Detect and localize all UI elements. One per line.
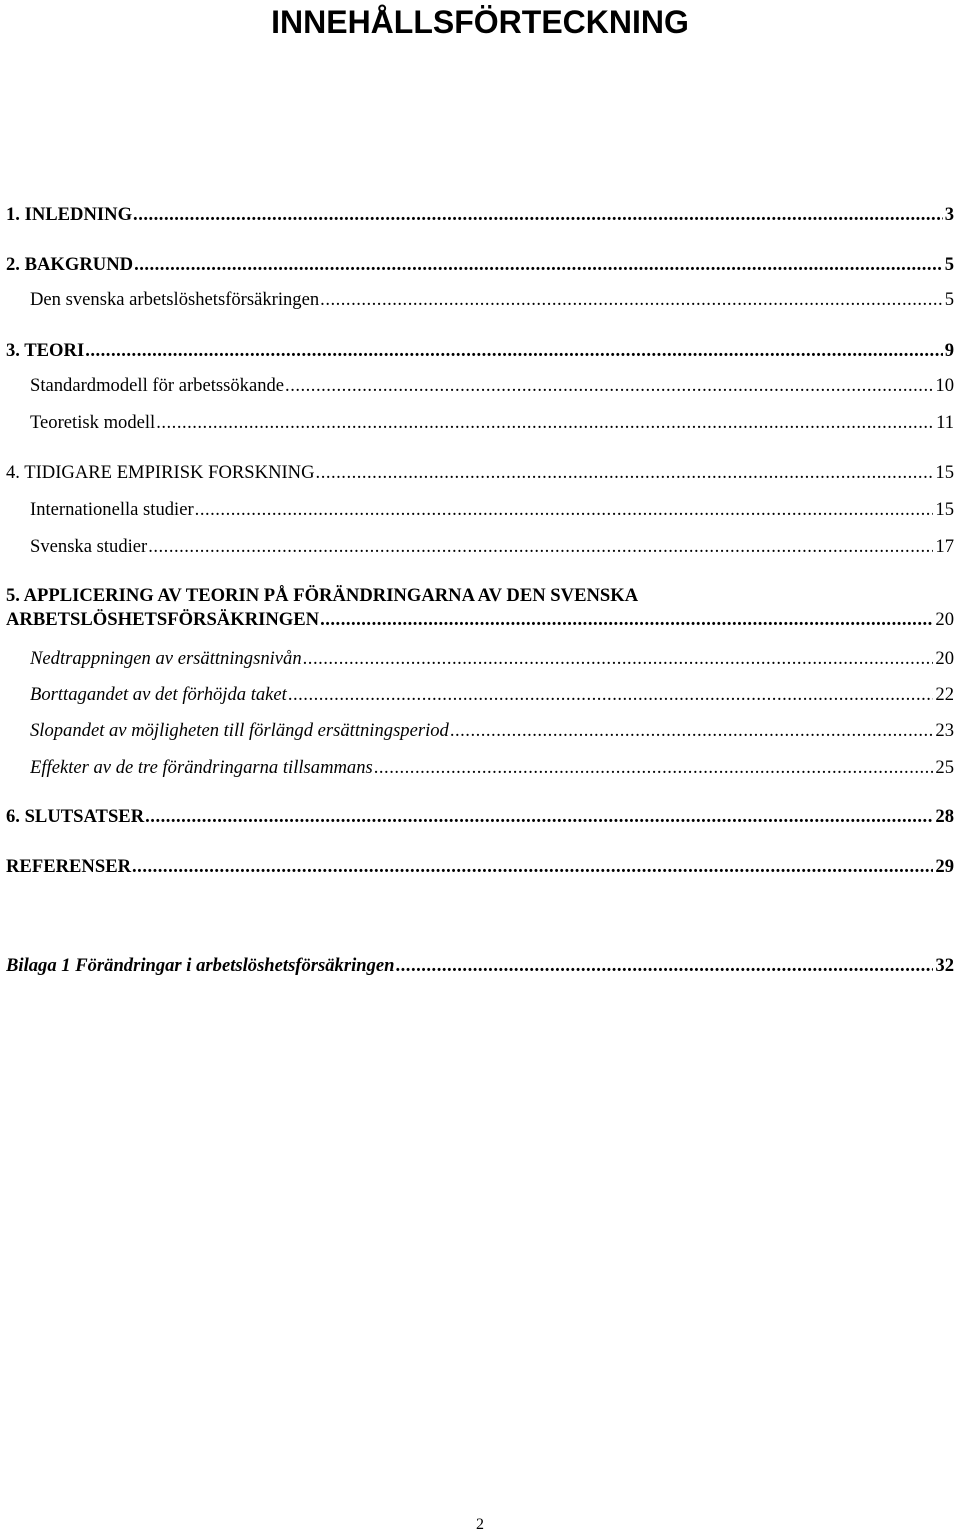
toc-leader xyxy=(320,608,933,632)
toc-page: 28 xyxy=(935,806,954,827)
toc-label: 2. BAKGRUND xyxy=(6,254,134,275)
toc-page: 20 xyxy=(935,609,954,630)
toc-entry-effekter[interactable] xyxy=(30,756,954,780)
toc-page: 9 xyxy=(944,340,954,361)
toc-label: 4. TIDIGARE EMPIRISK FORSKNING xyxy=(6,462,315,483)
page-title: INNEHÅLLSFÖRTECKNING xyxy=(271,4,689,40)
toc-page: 5 xyxy=(944,254,954,275)
toc-leader xyxy=(132,855,933,879)
toc-page: 17 xyxy=(935,536,954,557)
toc-label: Slopandet av möjligheten till förlängd ersättningsperiod xyxy=(30,720,449,741)
toc-leader xyxy=(450,719,934,743)
toc-label: 1. INLEDNING xyxy=(6,204,133,225)
toc-page: 22 xyxy=(935,684,954,705)
toc-leader xyxy=(303,647,934,671)
toc-entry-tidigare-empirisk[interactable] xyxy=(6,461,954,485)
toc-entry-borttagandet[interactable] xyxy=(30,683,954,707)
footer-page-number: 2 xyxy=(476,1516,484,1533)
toc-page: 3 xyxy=(944,204,954,225)
toc-leader xyxy=(195,498,934,522)
toc-entry-internationella[interactable] xyxy=(30,498,954,522)
toc-page: 25 xyxy=(935,757,954,778)
toc-label: Borttagandet av det förhöjda taket xyxy=(30,684,287,705)
toc-label: ARBETSLÖSHETSFÖRSÄKRINGEN xyxy=(6,609,320,630)
toc-label: 6. SLUTSATSER xyxy=(6,806,145,827)
toc-leader xyxy=(288,683,934,707)
toc-leader xyxy=(374,756,934,780)
toc-entry-bakgrund[interactable] xyxy=(6,253,954,277)
toc-entry-slutsatser[interactable] xyxy=(6,805,954,829)
toc-leader xyxy=(85,339,943,363)
toc-leader xyxy=(396,954,934,978)
toc-label: Bilaga 1 Förändringar i arbetslöshetsförsäkringen xyxy=(6,955,395,976)
toc-entry-applicering-line1[interactable]: 5. APPLICERING AV TEORIN PÅ FÖRÄNDRINGARNA AV DEN SVENSKA xyxy=(6,585,639,606)
toc-entry-standardmodell[interactable] xyxy=(30,374,954,398)
toc-label: Nedtrappningen av ersättningsnivån xyxy=(30,648,302,669)
toc-entry-applicering[interactable] xyxy=(6,608,954,632)
toc-entry-bilaga[interactable] xyxy=(6,954,954,978)
toc-leader xyxy=(148,535,933,559)
toc-label: Svenska studier xyxy=(30,536,148,557)
toc-page: 10 xyxy=(935,375,954,396)
toc-entry-den-svenska[interactable] xyxy=(30,288,954,312)
toc-entry-teori[interactable] xyxy=(6,339,954,363)
toc-page: 32 xyxy=(935,955,954,976)
toc-label: Teoretisk modell xyxy=(30,412,156,433)
toc-page: 15 xyxy=(935,499,954,520)
toc-label: Standardmodell för arbetssökande xyxy=(30,375,285,396)
toc-label: Effekter av de tre förändringarna tillsammans xyxy=(30,757,373,778)
toc-page: 5 xyxy=(944,289,954,310)
toc-label: 3. TEORI xyxy=(6,340,85,361)
toc-entry-svenska-studier[interactable] xyxy=(30,535,954,559)
toc-leader xyxy=(320,288,943,312)
toc-leader xyxy=(156,411,934,435)
toc-page: 23 xyxy=(935,720,954,741)
toc-leader xyxy=(134,253,943,277)
toc-label: REFERENSER xyxy=(6,856,132,877)
toc-entry-slopandet[interactable] xyxy=(30,719,954,743)
toc-page: 20 xyxy=(935,648,954,669)
toc-leader xyxy=(145,805,933,829)
toc-entry-teoretisk-modell[interactable] xyxy=(30,411,954,435)
toc-entry-inledning[interactable] xyxy=(6,203,954,227)
toc-leader xyxy=(316,461,934,485)
toc-page: 29 xyxy=(935,856,954,877)
toc-label: Den svenska arbetslöshetsförsäkringen xyxy=(30,289,320,310)
toc-entry-referenser[interactable] xyxy=(6,855,954,879)
toc-page: 15 xyxy=(935,462,954,483)
toc-label: Internationella studier xyxy=(30,499,194,520)
toc-entry-nedtrappningen[interactable] xyxy=(30,647,954,671)
toc-page: 11 xyxy=(936,412,954,433)
toc-leader xyxy=(285,374,933,398)
toc-leader xyxy=(133,203,943,227)
